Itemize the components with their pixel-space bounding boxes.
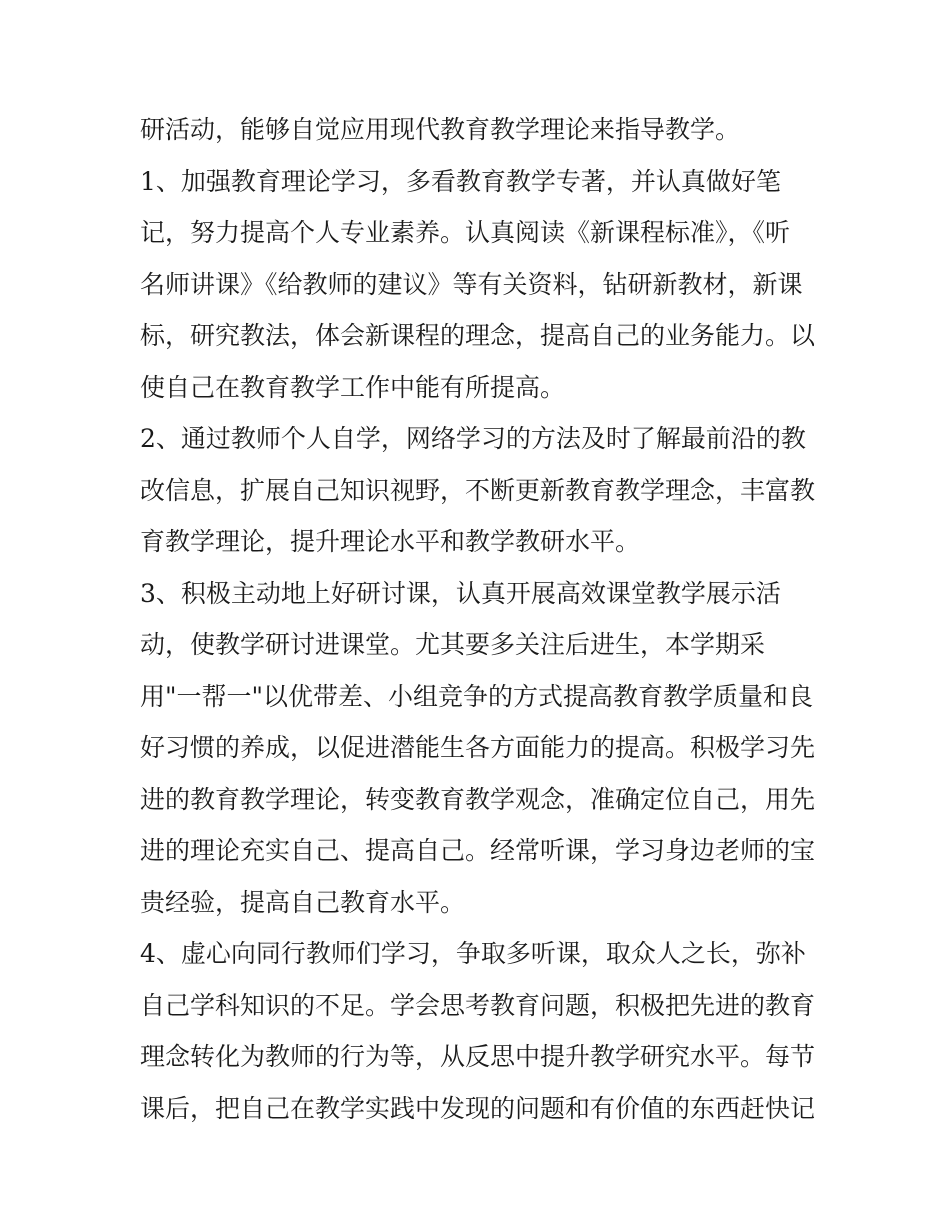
- text-line: 3、积极主动地上好研讨课，认真开展高效课堂教学展示活: [140, 578, 781, 608]
- text-line: 研活动，能够自觉应用现代教育教学理论来指导教学。: [140, 115, 741, 144]
- text-line: 课后，把自己在教学实践中发现的问题和有价值的东西赶快记: [140, 1093, 816, 1123]
- text-line: 1、加强教育理论学习，多看教育教学专著，并认真做好笔: [140, 166, 781, 196]
- text-line: 4、虚心向同行教师们学习，争取多听课，取众人之长，弥补: [140, 939, 806, 968]
- text-line: 动，使教学研讨进课堂。尤其要多关注后进生，本学期采: [140, 630, 766, 659]
- text-line: 好习惯的养成，以促进潜能生各方面能力的提高。积极学习先: [140, 733, 816, 762]
- text-line: 改信息，扩展自己知识视野，不断更新教育教学理念，丰富教: [140, 475, 816, 505]
- text-line: 进的教育教学理论，转变教育教学观念，准确定位自己，用先: [140, 784, 816, 814]
- text-line: 贵经验，提高自己教育水平。: [140, 887, 466, 917]
- text-line: 2、通过教师个人自学，网络学习的方法及时了解最前沿的教: [140, 424, 806, 453]
- text-line: 标，研究教法，体会新课程的理念，提高自己的业务能力。以: [140, 321, 816, 350]
- text-line: 用"一帮一"以优带差、小组竞争的方式提高教育教学质量和良: [140, 681, 814, 711]
- body-text: [140, 104, 830, 1134]
- text-line: 进的理论充实自己、提高自己。经常听课，学习身边老师的宝: [140, 836, 816, 865]
- text-line: 记，努力提高个人专业素养。认真阅读《新课程标准》，《听: [140, 218, 791, 247]
- text-line: 自己学科知识的不足。学会思考教育问题，积极把先进的教育: [140, 990, 816, 1020]
- text-line: 育教学理论，提升理论水平和教学教研水平。: [140, 527, 641, 556]
- text-line: 理念转化为教师的行为等，从反思中提升教学研究水平。每节: [140, 1042, 816, 1071]
- text-line: 使自己在教育教学工作中能有所提高。: [140, 372, 566, 402]
- text-line: 名师讲课》《给教师的建议》等有关资料，钻研新教材，新课: [140, 269, 803, 299]
